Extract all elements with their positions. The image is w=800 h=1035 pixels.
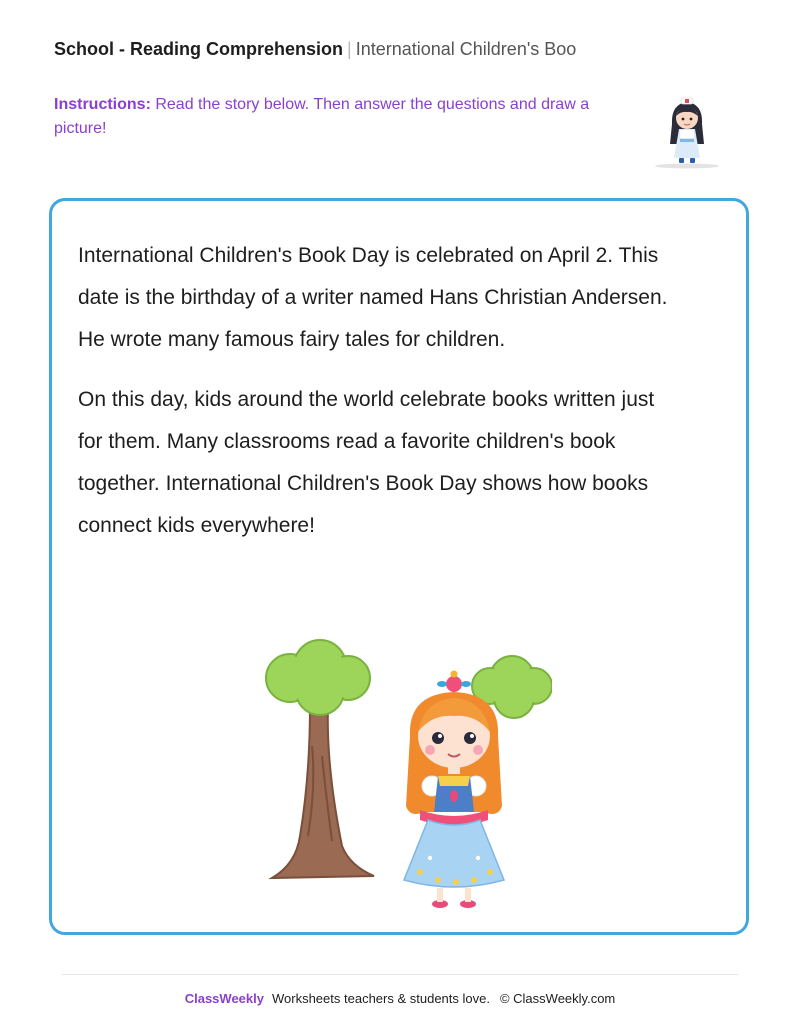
footer: [0, 990, 800, 1008]
footer-copyright: © ClassWeekly.com: [499, 991, 616, 1006]
story-paragraph: On this day, kids around the world celebrate books written just for them. Many classrooms read a favorite children's book together. International Children's Book Day shows how books connect kids everywhere!: [78, 388, 655, 537]
tree-and-princess-illustration: [262, 636, 552, 916]
footer-tagline: Worksheets teachers & students love.: [271, 991, 490, 1006]
princess-figure: [404, 671, 504, 909]
instructions-text: Read the story below. Then answer the questions and draw a picture!: [54, 96, 590, 137]
header-fade: [590, 36, 650, 62]
story-text: [78, 235, 678, 565]
tree-trunk: [272, 699, 374, 879]
worksheet-header: [54, 36, 614, 62]
header-subject: School - Reading Comprehension: [54, 39, 344, 59]
footer-brand[interactable]: ClassWeekly: [184, 991, 264, 1006]
story-paragraph: International Children's Book Day is celebrated on April 2. This date is the birthday of a writer named Hans Christian Andersen. He wrote many famous fairy tales for children.: [78, 244, 668, 351]
tree-canopy-left: [266, 640, 370, 715]
header-separator: |: [347, 39, 352, 59]
instructions-label: Instructions:: [54, 96, 151, 113]
princess-girl-figure-icon: [650, 94, 724, 172]
footer-divider: [62, 974, 738, 975]
story-box: [49, 198, 749, 935]
header-topic: International Children's Boo: [355, 39, 577, 59]
instructions: [54, 93, 614, 141]
